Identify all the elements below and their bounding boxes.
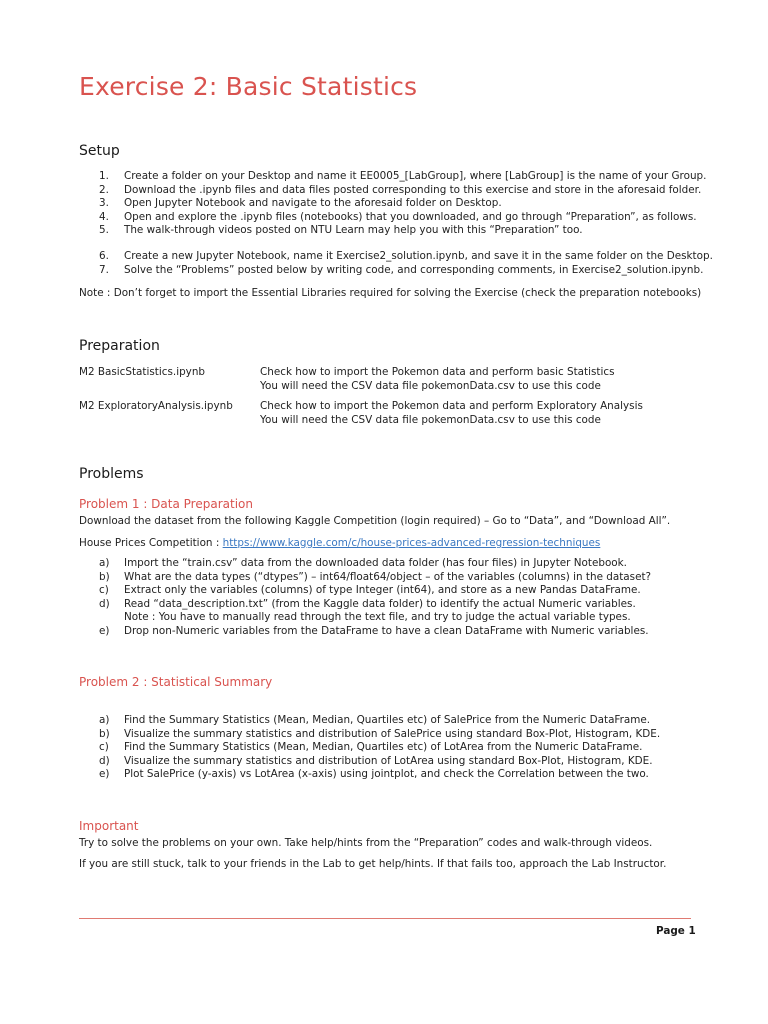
preparation-heading: Preparation — [79, 338, 160, 354]
task-note: Note : You have to manually read through the text file, and try to judge the actual variable types. — [124, 611, 631, 623]
task-item: a) Import the “train.csv” data from the downloaded data folder (has four files) in Jupyter Notebook. — [99, 557, 627, 569]
setup-step: 1. Create a folder on your Desktop and name it EE0005_[LabGroup], where [LabGroup] is the name of your Group. — [99, 170, 707, 182]
kaggle-competition-link[interactable]: https://www.kaggle.com/c/house-prices-advanced-regression-techniques — [222, 537, 601, 549]
setup-step: 6. Create a new Jupyter Notebook, name it Exercise2_solution.ipynb, and save it in the same folder on the Desktop. — [99, 250, 713, 262]
setup-step: 7. Solve the “Problems” posted below by writing code, and corresponding comments, in Exercise2_solution.ipynb. — [99, 263, 704, 276]
task-item: d) Read “data_description.txt” (from the Kaggle data folder) to identify the actual Numeric variables. — [99, 597, 636, 610]
problem-2-tasks — [79, 714, 660, 782]
task-item: a) Find the Summary Statistics (Mean, Median, Quartiles etc) of SalePrice from the Numeric DataFrame. — [99, 714, 651, 726]
kaggle-link-line — [79, 537, 600, 551]
problem-2-heading: Problem 2 : Statistical Summary — [79, 675, 273, 689]
notebook-filename: M2 ExploratoryAnalysis.ipynb — [79, 400, 233, 412]
link-label: House Prices Competition : — [79, 537, 223, 549]
setup-steps-continued — [79, 250, 713, 277]
task-item: d) Visualize the summary statistics and distribution of LotArea using standard Box-Plot, Histogram, KDE. — [99, 754, 653, 767]
task-item: c) Extract only the variables (columns) of type Integer (int64), and store as a new Pandas DataFrame. — [99, 584, 641, 596]
task-item: e) Plot SalePrice (y-axis) vs LotArea (x-axis) using jointplot, and check the Correlation between the two. — [99, 768, 649, 780]
setup-step: 2. Download the .ipynb files and data files posted corresponding to this exercise and store in the aforesaid folder. — [99, 183, 702, 196]
important-heading: Important — [79, 819, 139, 833]
problem-1-intro: Download the dataset from the following Kaggle Competition (login required) – Go to “Data”, and “Download All”. — [79, 515, 671, 527]
problem-1-heading: Problem 1 : Data Preparation — [79, 497, 253, 511]
task-item: b) What are the data types (“dtypes”) – int64/float64/object – of the variables (columns) in the dataset? — [99, 570, 652, 583]
notebook-filename: M2 BasicStatistics.ipynb — [79, 366, 206, 378]
task-item: c) Find the Summary Statistics (Mean, Median, Quartiles etc) of LotArea from the Numeric DataFrame. — [99, 741, 643, 753]
document-title: Exercise 2: Basic Statistics — [79, 72, 418, 101]
notebook-description: Check how to import the Pokemon data and perform basic Statistics You will need the CSV data file pokemonData.csv to use this code — [260, 366, 615, 392]
setup-step: 5. The walk-through videos posted on NTU Learn may help you with this “Preparation” too. — [99, 224, 583, 236]
problems-heading: Problems — [79, 466, 144, 482]
problem-1-tasks — [79, 557, 651, 638]
important-line-1: Try to solve the problems on your own. Take help/hints from the “Preparation” codes and walk-through videos. — [79, 837, 653, 849]
setup-step: 4. Open and explore the .ipynb files (notebooks) that you downloaded, and go through “Preparation”, as follows. — [99, 210, 697, 223]
important-line-2: If you are still stuck, talk to your friends in the Lab to get help/hints. If that fails too, approach the Lab Instructor. — [79, 858, 667, 870]
setup-heading: Setup — [79, 143, 120, 159]
task-item: b) Visualize the summary statistics and distribution of SalePrice using standard Box-Plot, Histogram, KDE. — [99, 727, 661, 740]
page-number — [656, 925, 696, 937]
setup-note: Note : Don’t forget to import the Essential Libraries required for solving the Exercise (check the preparation notebooks) — [79, 287, 702, 299]
footer-rule — [79, 918, 691, 919]
page-label: Page — [656, 925, 685, 937]
notebook-description: Check how to import the Pokemon data and perform Exploratory Analysis You will need the CSV data file pokemonData.csv to use this code — [260, 400, 643, 426]
page-number-value: 1 — [688, 925, 696, 937]
task-item: e) Drop non-Numeric variables from the DataFrame to have a clean DataFrame with Numeric variables. — [99, 624, 649, 637]
setup-step: 3. Open Jupyter Notebook and navigate to the aforesaid folder on Desktop. — [99, 197, 502, 209]
setup-steps — [79, 170, 706, 238]
